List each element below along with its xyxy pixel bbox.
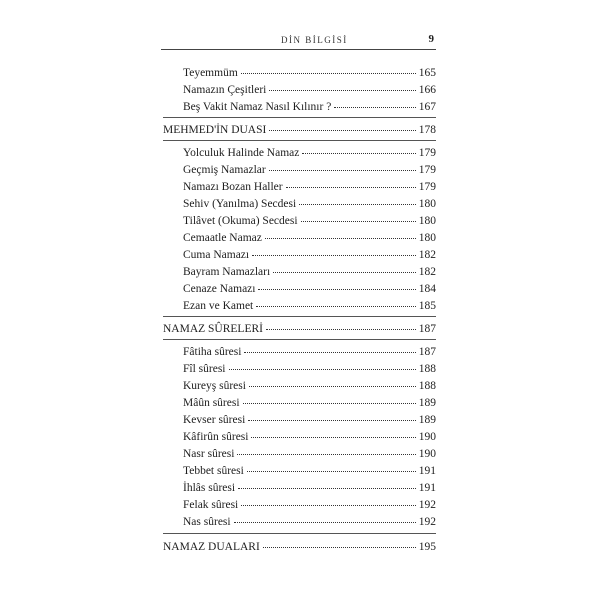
- toc-entry-page: 187: [418, 346, 436, 358]
- toc-entry-title: Cemaatle Namaz: [183, 232, 262, 244]
- toc-entry-title: Namazı Bozan Haller: [183, 181, 283, 193]
- toc-entry-title: Nas sûresi: [183, 516, 231, 528]
- dot-leader: [241, 72, 416, 74]
- toc-entry-title: Fâtiha sûresi: [183, 346, 242, 358]
- toc-entry-page: 190: [418, 431, 436, 443]
- toc-section: [163, 123, 436, 137]
- dot-leader: [266, 328, 416, 330]
- running-title: DİN BİLGİSİ: [281, 35, 348, 45]
- dot-leader: [248, 419, 415, 421]
- toc-entry-page: 189: [418, 414, 436, 426]
- dot-leader: [263, 546, 416, 548]
- toc-entry: [183, 379, 436, 393]
- toc-entry: [183, 83, 436, 97]
- toc-entry-title: İhlâs sûresi: [183, 482, 236, 494]
- toc-entry-page: 179: [418, 164, 436, 176]
- toc-entry: [183, 248, 436, 262]
- toc-entry-title: Tebbet sûresi: [183, 465, 244, 477]
- dot-leader: [286, 186, 416, 188]
- dot-leader: [273, 271, 416, 273]
- section-divider: [163, 140, 436, 141]
- dot-leader: [256, 305, 416, 307]
- dot-leader: [243, 402, 416, 404]
- toc-entry: [183, 447, 436, 461]
- toc-section-title: NAMAZ SÛRELERİ: [163, 323, 263, 335]
- dot-leader: [247, 470, 416, 472]
- toc-entry-title: Sehiv (Yanılma) Secdesi: [183, 198, 297, 210]
- toc-entry-title: Tilâvet (Okuma) Secdesi: [183, 215, 298, 227]
- toc-section-page: 187: [418, 323, 436, 335]
- toc-entry-title: Mâûn sûresi: [183, 397, 240, 409]
- dot-leader: [269, 169, 416, 171]
- dot-leader: [302, 152, 415, 154]
- toc-entry-page: 182: [418, 249, 436, 261]
- toc-entry-page: 191: [418, 465, 436, 477]
- toc-entry-title: Nasr sûresi: [183, 448, 235, 460]
- toc-entry: [183, 66, 436, 80]
- dot-leader: [241, 504, 415, 506]
- toc-entry: [183, 146, 436, 160]
- section-divider: [163, 117, 436, 118]
- toc-entry-page: 188: [418, 363, 436, 375]
- toc-entry-page: 166: [418, 84, 436, 96]
- toc-entry-page: 180: [418, 215, 436, 227]
- dot-leader: [301, 220, 416, 222]
- toc-entry-page: 185: [418, 300, 436, 312]
- toc-entry: [183, 430, 436, 444]
- toc-entry: [183, 345, 436, 359]
- toc-section: [163, 540, 436, 554]
- toc-entry: [183, 180, 436, 194]
- toc-entry-page: 190: [418, 448, 436, 460]
- toc-entry: [183, 396, 436, 410]
- toc-entry-title: Geçmiş Namazlar: [183, 164, 266, 176]
- toc-entry: [183, 231, 436, 245]
- toc-entry: [183, 413, 436, 427]
- section-divider: [163, 339, 436, 340]
- page-number: 9: [428, 33, 434, 45]
- toc-entry: [183, 163, 436, 177]
- toc-entry-page: 180: [418, 198, 436, 210]
- toc-entry-page: 179: [418, 147, 436, 159]
- toc-entry-title: Kureyş sûresi: [183, 380, 246, 392]
- toc-entry-title: Kâfirûn sûresi: [183, 431, 249, 443]
- dot-leader: [269, 129, 415, 131]
- toc-entry: [183, 464, 436, 478]
- toc-entry: [183, 498, 436, 512]
- toc-entry: [183, 362, 436, 376]
- toc-entry-title: Cuma Namazı: [183, 249, 250, 261]
- toc-entry: [183, 100, 436, 114]
- dot-leader: [234, 521, 416, 523]
- toc-entry-page: 180: [418, 232, 436, 244]
- toc-entry-title: Fîl sûresi: [183, 363, 226, 375]
- toc-entry-page: 179: [418, 181, 436, 193]
- dot-leader: [334, 106, 415, 108]
- dot-leader: [238, 487, 416, 489]
- toc-section-title: MEHMED'İN DUASI: [163, 124, 267, 136]
- toc-entry: [183, 197, 436, 211]
- dot-leader: [269, 89, 415, 91]
- toc-section-page: 195: [418, 541, 436, 553]
- dot-leader: [251, 436, 415, 438]
- toc-entry: [183, 214, 436, 228]
- toc-entry: [183, 299, 436, 313]
- toc-entry-title: Kevser sûresi: [183, 414, 246, 426]
- dot-leader: [299, 203, 416, 205]
- toc-entry-title: Yolculuk Halinde Namaz: [183, 147, 300, 159]
- toc-entry: [183, 515, 436, 529]
- toc-entry-title: Teyemmüm: [183, 67, 238, 79]
- dot-leader: [244, 351, 415, 353]
- toc-section: [163, 322, 436, 336]
- dot-leader: [252, 254, 416, 256]
- toc-entry-page: 165: [418, 67, 436, 79]
- toc-entry-page: 191: [418, 482, 436, 494]
- toc-entry-title: Bayram Namazları: [183, 266, 271, 278]
- toc-entry: [183, 481, 436, 495]
- toc-entry-title: Beş Vakit Namaz Nasıl Kılınır ?: [183, 101, 332, 113]
- toc-section-page: 178: [418, 124, 436, 136]
- section-divider: [163, 533, 436, 534]
- dot-leader: [265, 237, 416, 239]
- dot-leader: [258, 288, 415, 290]
- toc-entry-title: Cenaze Namazı: [183, 283, 256, 295]
- toc-entry-page: 182: [418, 266, 436, 278]
- toc-entry: [183, 282, 436, 296]
- toc-entry-page: 188: [418, 380, 436, 392]
- toc-entry-page: 192: [418, 516, 436, 528]
- toc-entry-title: Namazın Çeşitleri: [183, 84, 267, 96]
- toc-entry: [183, 265, 436, 279]
- toc-entry-title: Ezan ve Kamet: [183, 300, 254, 312]
- dot-leader: [237, 453, 415, 455]
- toc-entry-title: Felak sûresi: [183, 499, 239, 511]
- toc-section-title: NAMAZ DUALARI: [163, 541, 260, 553]
- toc-entry-page: 192: [418, 499, 436, 511]
- dot-leader: [249, 385, 416, 387]
- toc-entry-page: 167: [418, 101, 436, 113]
- toc-entry-page: 189: [418, 397, 436, 409]
- section-divider: [163, 316, 436, 317]
- toc-entry-page: 184: [418, 283, 436, 295]
- dot-leader: [229, 368, 416, 370]
